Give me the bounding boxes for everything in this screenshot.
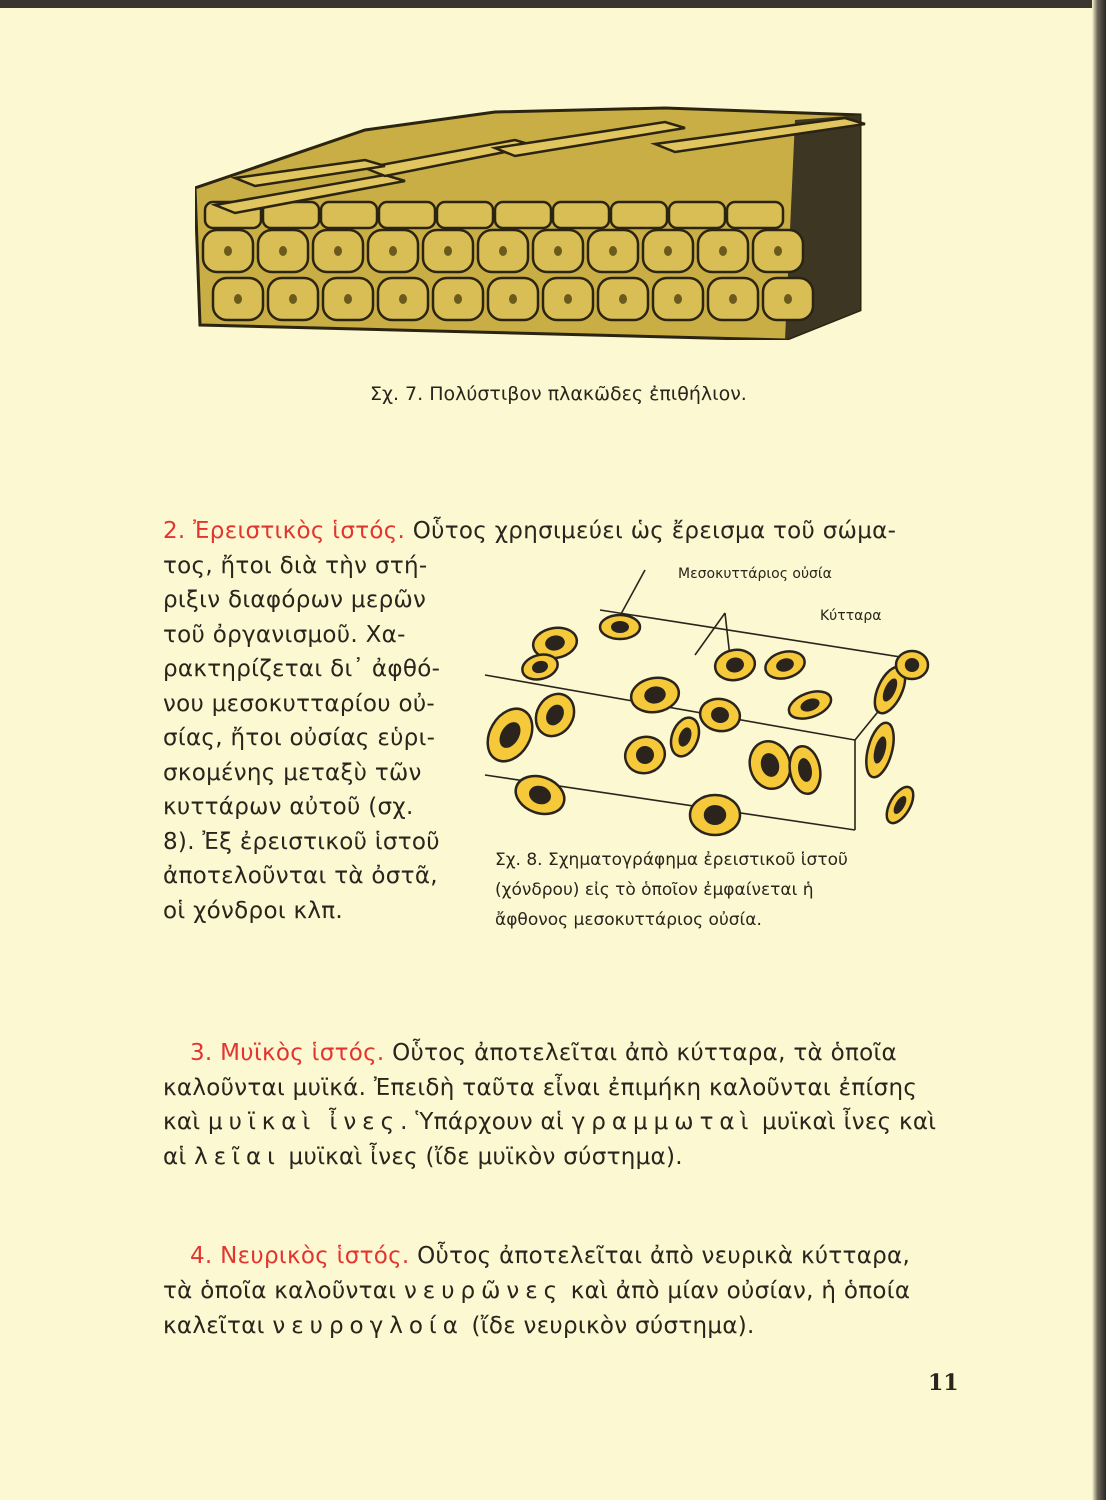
cartilage-cell [620,731,670,779]
text-segment: 8). Ἐξ ἐρειστικοῦ ἱστοῦ [163,828,440,855]
text-segment: οἱ χόνδροι κλπ. [163,897,344,924]
text-segment: καὶ [163,1109,209,1135]
text-line [163,587,426,613]
text-line [190,1243,910,1269]
text-segment: ἀποτελοῦνται τὰ ὀστᾶ, [163,863,438,889]
text-segment: νευρογλοία [272,1313,464,1339]
section-heading: 2. Ἐρειστικὸς ἱστός. [163,518,406,544]
text-line [163,1075,917,1101]
text-line [163,622,406,648]
text-segment: κυττάρων αὐτοῦ (σχ. [163,794,414,820]
text-line [163,1109,936,1135]
text-segment: σίας, ἤτοι οὐσίας εὑρι- [163,725,436,751]
text-line [163,1313,755,1339]
scan-edge-top [0,0,1106,8]
text-segment: . Ὑπάρχουν αἱ [400,1109,572,1135]
cartilage-cell [881,783,918,828]
text-segment: καλεῖται [163,1313,273,1339]
cartilage-cell [510,770,569,821]
cartilage-cell [480,701,541,769]
text-segment: ρακτηρίζεται δι᾽ ἀφθό- [163,656,441,682]
text-line [163,725,435,751]
text-segment: σκομένης μεταξὺ τῶν [163,759,422,786]
section-heading: 4. Νευρικὸς ἱστός. [190,1243,410,1269]
text-segment: νου μεσοκυτταρίου οὐ- [163,690,436,717]
text-segment: μυϊκαὶ ἶνες καὶ [754,1109,937,1135]
text-segment: καλοῦνται μυϊκά. Ἐπειδὴ ταῦτα εἶναι ἐπιμήκη καλοῦνται ἐπίσης [163,1074,918,1101]
text-line [163,760,422,786]
section-heading: 3. Μυϊκὸς ἱστός. [190,1040,385,1066]
text-line [163,656,440,682]
text-segment: λεῖαι [194,1143,281,1170]
text-segment: τὰ ὁποῖα καλοῦνται [163,1278,404,1304]
text-segment: καὶ ἀπὸ μίαν οὐσίαν, ἡ ὁποία [563,1278,911,1304]
text-line [163,1278,910,1304]
text-segment: τοῦ ὀργανισμοῦ. Χα- [163,621,406,648]
text-segment: μυϊκαὶ ἶνες [208,1109,401,1135]
text-line [190,1040,897,1066]
text-segment: νευρῶνες [403,1278,564,1304]
cartilage-cell [528,687,581,743]
cartilage-cell [600,615,640,639]
text-line [163,898,343,924]
text-line [163,1144,683,1170]
cartilage-cell [628,674,681,716]
text-line [163,863,438,889]
figure-8-cartilage-diagram [480,565,940,845]
cartilage-cell [786,744,824,796]
scan-edge-right [1092,0,1106,1500]
text-line [163,518,896,544]
text-segment: μυϊκαὶ ἶνες (ἴδε μυϊκὸν σύστημα). [280,1143,683,1170]
text-segment: (ἴδε νευρικὸν σύστημα). [463,1313,755,1339]
cartilage-cell [785,686,835,724]
text-segment: ριξιν διαφόρων μερῶν [163,587,427,613]
label-intercellular-substance: Μεσοκυττάριος οὐσία [678,566,832,582]
cartilage-cell [666,714,704,760]
cartilage-cell [861,720,899,780]
cartilage-cell [690,795,740,835]
figure-8-caption-line: Σχ. 8. Σχηματογράφημα ἐρειστικοῦ ἱστοῦ [495,850,848,870]
page-number: 11 [928,1370,959,1396]
text-segment: αἱ [163,1143,195,1170]
cartilage-cell [698,696,743,734]
cartilage-cell [713,647,758,683]
cartilage-cell [744,737,795,794]
cartilage-cell [896,651,928,679]
text-line [163,691,435,717]
text-segment: Οὗτος χρησιμεύει ὡς ἔρεισμα τοῦ σώμα- [405,518,897,544]
figure-7-caption: Σχ. 7. Πολύστιβον πλακῶδες ἐπιθήλιον. [370,383,747,405]
text-line [163,794,414,820]
text-segment: τος, ἤτοι διὰ τὴν στή- [163,552,428,579]
figure-8-caption-line: (χόνδρου) εἰς τὸ ὁποῖον ἐμφαίνεται ἡ [495,880,814,900]
figure-8-caption-line: ἄφθονος μεσοκυττάριος οὐσία. [495,910,762,930]
text-line [163,829,440,855]
text-segment: Οὗτος ἀποτελεῖται ἀπὸ κύτταρα, τὰ ὁποῖα [384,1040,898,1066]
label-cells: Κύτταρα [820,608,882,624]
cartilage-cell [762,647,807,682]
text-line [163,553,427,579]
figure-7-stratified-epithelium [195,100,875,340]
text-segment: Οὗτος ἀποτελεῖται ἀπὸ νευρικὰ κύτταρα, [409,1243,911,1269]
text-segment: γραμμωταὶ [571,1109,755,1135]
